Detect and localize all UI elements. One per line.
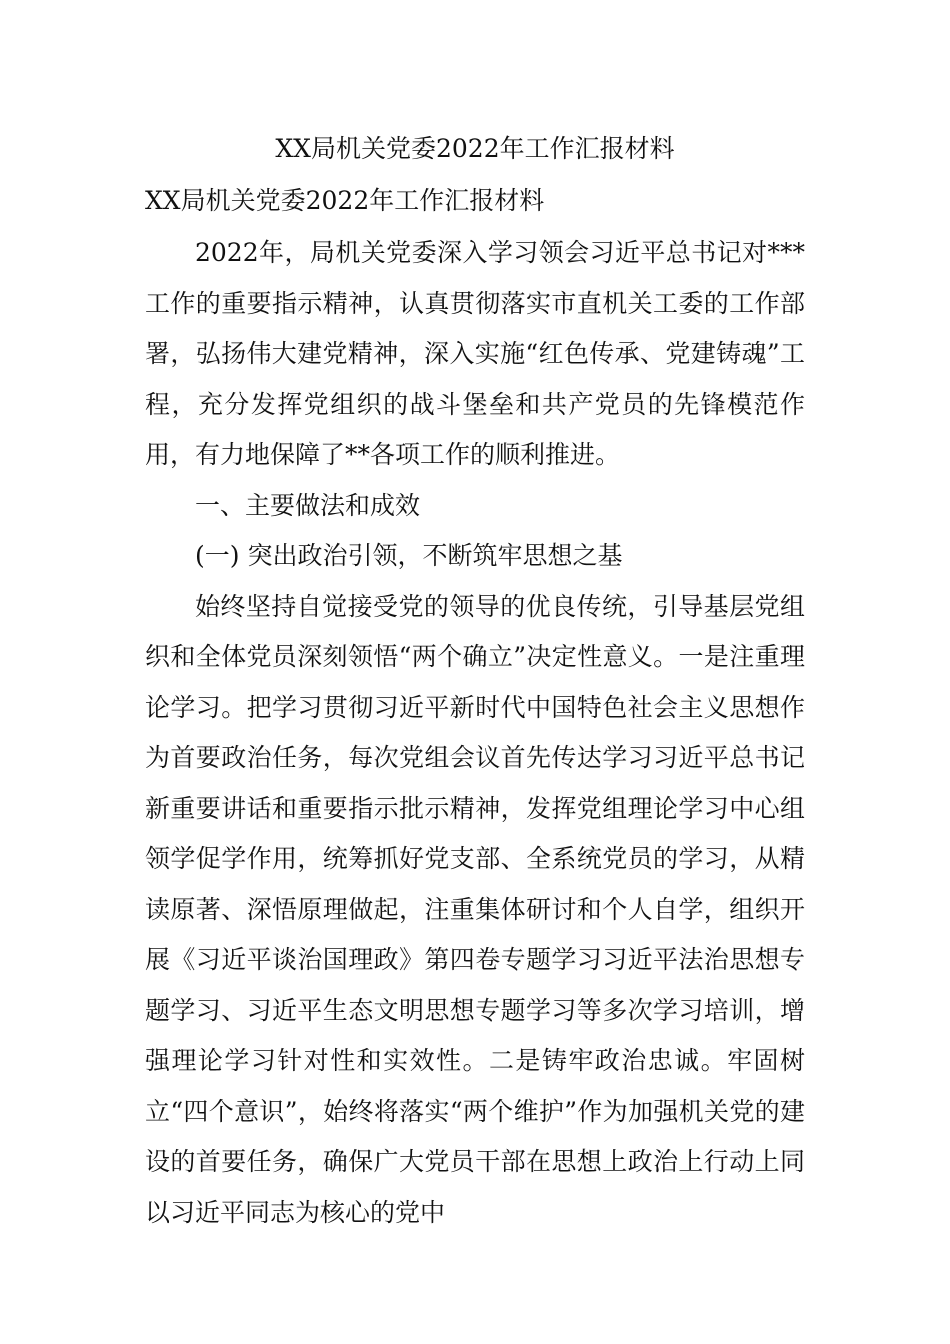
subsection-heading: (一) 突出政治引领，不断筑牢思想之基: [195, 541, 623, 570]
section-heading: 一、主要做法和成效: [195, 490, 421, 520]
intro-paragraph: 2022年，局机关党委深入学习领会习近平总书记对***工作的重要指示精神，认真贯彻落实市直机关工委的工作部署，弘扬伟大建党精神，深入实施“红色传承、党建铸魂”工程，充分发挥党组织的战斗堡垒和共产党员的先锋模范作用，有力地保障了**各项工作的顺利推进。: [145, 238, 805, 469]
document-body: [145, 128, 805, 1238]
document-subtitle: XX局机关党委2022年工作汇报材料: [145, 186, 545, 215]
body-paragraph: 始终坚持自觉接受党的领导的优良传统，引导基层党组织和全体党员深刻领悟“两个确立”决定性意义。一是注重理论学习。把学习贯彻习近平新时代中国特色社会主义思想作为首要政治任务，每次党组会议首先传达学习习近平总书记新重要讲话和重要指示批示精神，发挥党组理论学习中心组领学促学作用，统筹抓好党支部、全系统党员的学习，从精读原著、深悟原理做起，注重集体研讨和个人自学，组织开展《习近平谈治国理政》第四卷专题学习习近平法治思想专题学习、习近平生态文明思想专题学习等多次学习培训，增强理论学习针对性和实效性。二是铸牢政治忠诚。牢固树立“四个意识”，始终将落实“两个维护”作为加强机关党的建设的首要任务，确保广大党员干部在思想上政治上行动上同以习近平同志为核心的党中: [145, 591, 805, 1227]
document-title: XX局机关党委2022年工作汇报材料: [275, 134, 675, 163]
